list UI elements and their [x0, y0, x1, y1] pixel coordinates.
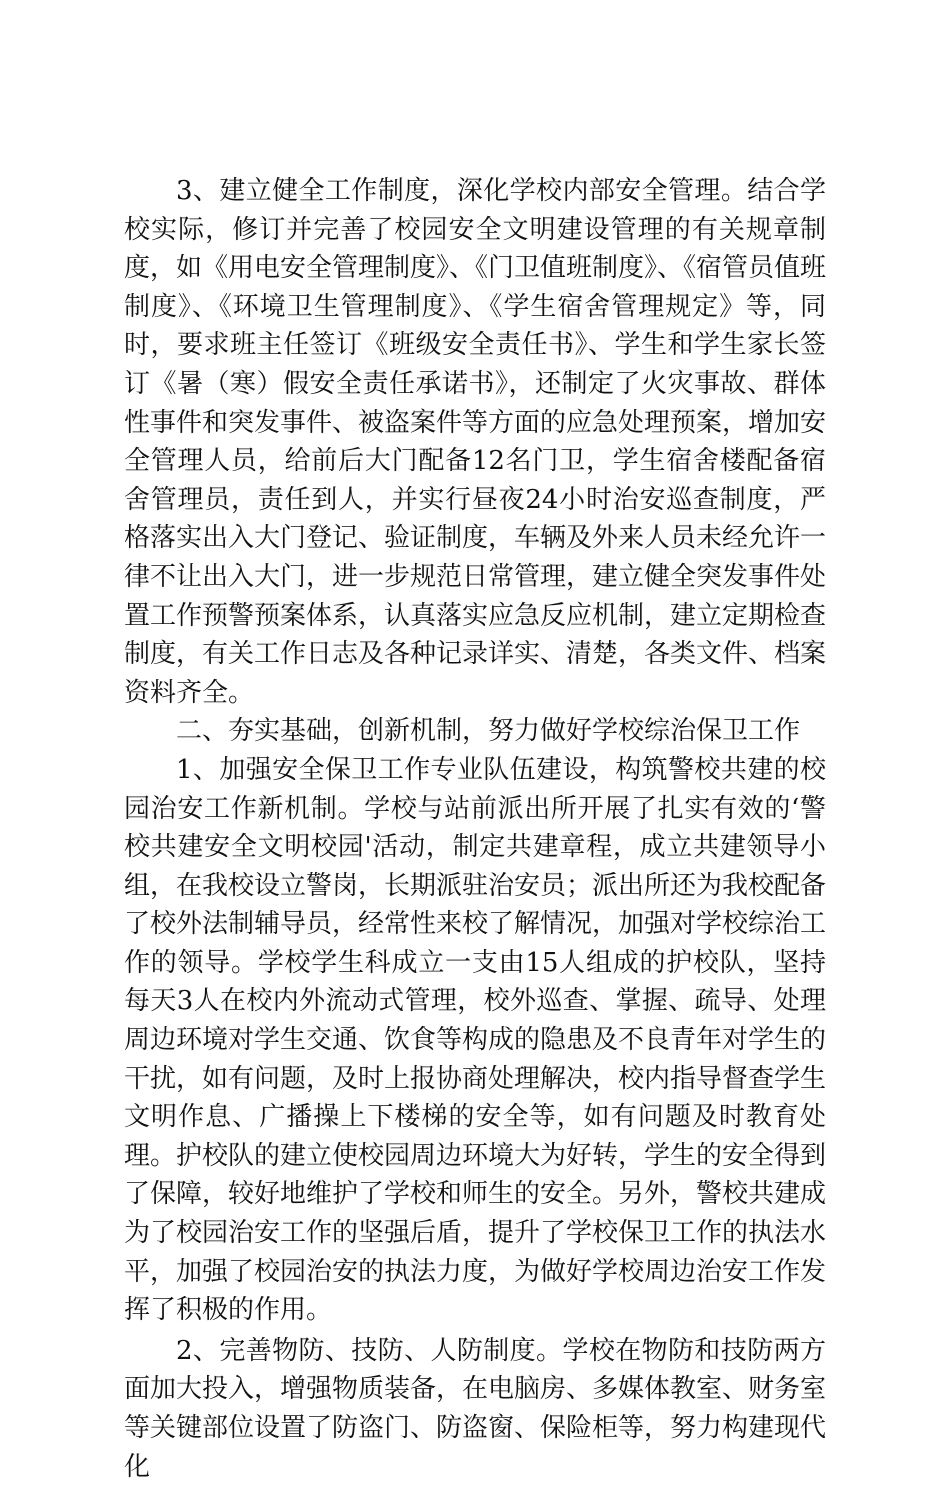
document-body	[124, 172, 826, 1486]
paragraph-work-system: 3、建立健全工作制度，深化学校内部安全管理。结合学校实际，修订并完善了校园安全文明建设管理的有关规章制度，如《用电安全管理制度》、《门卫值班制度》、《宿管员值班制度》、《环境卫生管理制度》、《学生宿舍管理规定》等，同时，要求班主任签订《班级安全责任书》、学生和学生家长签订《暑（寒）假安全责任承诺书》，还制定了火灾事故、群体性事件和突发事件、被盗案件等方面的应急处理预案，增加安全管理人员，给前后大门配备12名门卫，学生宿舍楼配备宿舍管理员，责任到人，并实行昼夜24小时治安巡查制度，严格落实出入大门登记、验证制度，车辆及外来人员未经允许一律不让出入大门，进一步规范日常管理，建立健全突发事件处置工作预警预案体系，认真落实应急反应机制，建立定期检查制度，有关工作日志及各种记录详实、清楚，各类文件、档案资料齐全。	[124, 176, 827, 708]
paragraph-security-team: 1、加强安全保卫工作专业队伍建设，构筑警校共建的校园治安工作新机制。学校与站前派出所开展了扎实有效的‘警校共建安全文明校园'活动，制定共建章程，成立共建领导小组，在我校设立警岗，长期派驻治安员；派出所还为我校配备了校外法制辅导员，经常性来校了解情况，加强对学校综治工作的领导。学校学生科成立一支由15人组成的护校队，坚持每天3人在校内外流动式管理，校外巡查、掌握、疏导、处理周边环境对学生交通、饮食等构成的隐患及不良青年对学生的干扰，如有问题，及时上报协商处理解决，校内指导督查学生文明作息、广播操上下楼梯的安全等，如有问题及时教育处理。护校队的建立使校园周边环境大为好转，学生的安全得到了保障，较好地维护了学校和师生的安全。另外，警校共建成为了校园治安工作的坚强后盾，提升了学校保卫工作的执法水平，加强了校园治安的执法力度，为做好学校周边治安工作发挥了积极的作用。	[124, 754, 827, 1326]
paragraph-physical-defense: 2、完善物防、技防、人防制度。学校在物防和技防两方面加大投入，增强物质装备，在电脑房、多媒体教室、财务室等关键部位设置了防盗门、防盗窗、保险柜等，努力构建现代化	[124, 1335, 827, 1482]
section-heading-two: 二、夯实基础，创新机制，努力做好学校综治保卫工作	[176, 716, 801, 747]
